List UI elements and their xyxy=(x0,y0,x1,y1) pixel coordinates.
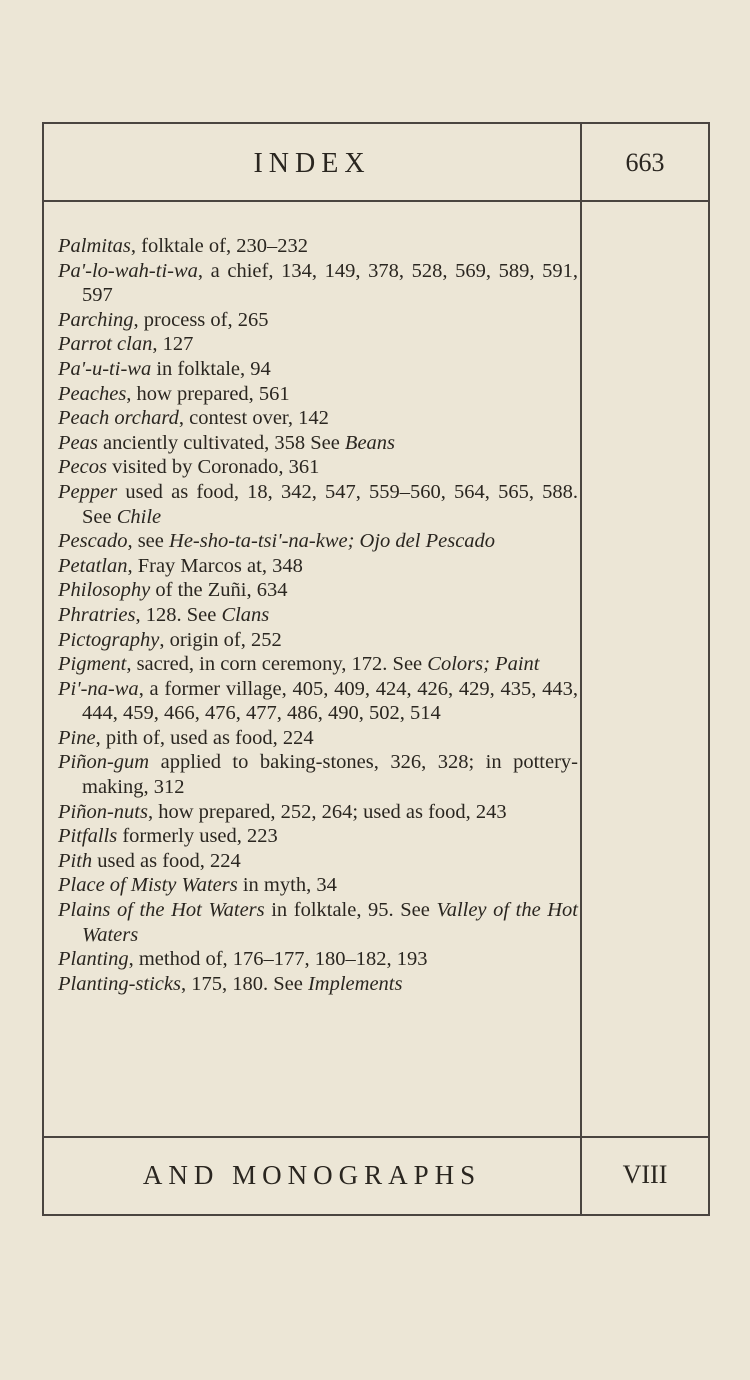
index-term: Parching xyxy=(58,308,134,331)
index-term: Colors; Paint xyxy=(427,653,540,676)
index-text: , 127 xyxy=(152,333,194,356)
index-entry xyxy=(58,849,578,874)
index-term: Beans xyxy=(344,431,396,454)
index-term: Pi'-na-wa xyxy=(58,677,139,700)
index-term: Place of Misty Waters xyxy=(58,874,238,897)
index-entry xyxy=(58,382,578,407)
index-entry xyxy=(58,628,578,653)
index-term: Piñon-nuts xyxy=(58,800,148,823)
index-text: visited by Coronado, 361 xyxy=(106,456,320,479)
column-divider xyxy=(580,124,582,1214)
index-text: in myth, 34 xyxy=(237,874,337,897)
index-entry xyxy=(58,406,578,431)
header-rule xyxy=(44,200,708,202)
index-entry xyxy=(58,750,578,799)
index-term: Pescado xyxy=(58,530,128,553)
index-text: used as food, 18, 342, 547, 559–560, 564, 565, 588. See xyxy=(82,480,578,528)
index-entry xyxy=(58,677,578,726)
index-entry xyxy=(58,332,578,357)
index-term: Planting xyxy=(58,948,129,971)
index-text: anciently cultivated, 358 See xyxy=(97,431,345,454)
index-entry xyxy=(58,603,578,628)
index-text: , how prepared, 561 xyxy=(126,382,290,405)
index-term: Planting-sticks xyxy=(58,972,181,995)
footer-rule xyxy=(44,1136,708,1138)
index-entry xyxy=(58,455,578,480)
index-term: Clans xyxy=(221,603,270,626)
index-entry xyxy=(58,652,578,677)
index-text: , sacred, in corn ceremony, 172. See xyxy=(126,653,428,676)
index-term: Plains of the Hot Waters xyxy=(58,899,265,922)
index-term: Pine xyxy=(58,726,96,749)
index-text: , how prepared, 252, 264; used as food, 243 xyxy=(147,800,507,823)
index-entry xyxy=(58,308,578,333)
index-entry xyxy=(58,824,578,849)
index-entry xyxy=(58,431,578,456)
index-text: , process of, 265 xyxy=(133,308,269,331)
index-term: Phratries xyxy=(58,603,136,626)
index-term: Philosophy xyxy=(58,579,151,602)
index-text: , contest over, 142 xyxy=(178,407,329,430)
index-text: of the Zuñi, 634 xyxy=(150,579,288,602)
page-number: 663 xyxy=(625,148,665,177)
index-text: , pith of, used as food, 224 xyxy=(95,726,314,749)
index-term: Pitfalls xyxy=(58,825,118,848)
index-term: Chile xyxy=(116,505,162,528)
index-term: Piñon-gum xyxy=(58,751,150,774)
index-term: Pa'-u-ti-wa xyxy=(58,357,152,380)
index-entry xyxy=(58,972,578,997)
index-text: , method of, 176–177, 180–182, 193 xyxy=(128,948,428,971)
index-term: Pith xyxy=(58,849,93,872)
volume-number: VIII xyxy=(622,1160,668,1189)
index-entry xyxy=(58,529,578,554)
index-text: in folktale, 95. See xyxy=(264,899,437,922)
index-term: He-sho-ta-tsi'-na-kwe; Ojo del Pescado xyxy=(169,530,496,553)
index-entries xyxy=(58,234,578,996)
index-term: Pecos xyxy=(58,456,107,479)
page-title: INDEX xyxy=(253,148,371,179)
index-term: Pa'-lo-wah-ti-wa xyxy=(58,259,198,282)
index-text: applied to baking-stones, 326, 328; in pottery-making, 312 xyxy=(82,751,578,799)
index-text: in folktale, 94 xyxy=(151,357,271,380)
index-text: used as food, 224 xyxy=(92,849,241,872)
index-text: , 175, 180. See xyxy=(180,972,308,995)
index-term: Pepper xyxy=(58,480,118,503)
index-page-frame xyxy=(42,122,710,1216)
index-entry xyxy=(58,947,578,972)
index-text: formerly used, 223 xyxy=(117,825,278,848)
index-entry xyxy=(58,357,578,382)
index-text: , 128. See xyxy=(135,603,222,626)
index-text: , see xyxy=(127,530,170,553)
index-text: , a chief, 134, 149, 378, 528, 569, 589, 591, 597 xyxy=(82,259,578,307)
index-entry xyxy=(58,554,578,579)
index-term: Pictography xyxy=(58,628,160,651)
index-entry xyxy=(58,480,578,529)
index-term: Pigment xyxy=(58,653,127,676)
index-entry xyxy=(58,259,578,308)
index-term: Implements xyxy=(307,972,403,995)
index-term: Valley of the Hot Waters xyxy=(82,899,578,946)
index-entry xyxy=(58,726,578,751)
index-entry xyxy=(58,898,578,947)
index-term: Petatlan xyxy=(58,554,128,577)
index-term: Parrot clan xyxy=(58,333,153,356)
index-text: , Fray Marcos at, 348 xyxy=(127,554,303,577)
index-entry xyxy=(58,873,578,898)
index-entry xyxy=(58,234,578,259)
index-term: Peas xyxy=(58,431,98,454)
series-title: AND MONOGRAPHS xyxy=(142,1160,482,1190)
index-entry xyxy=(58,800,578,825)
index-text: , a former village, 405, 409, 424, 426, 429, 435, 443, 444, 459, 466, 476, 477, 486, 490, 502, 514 xyxy=(82,677,578,725)
index-text: , folktale of, 230–232 xyxy=(130,235,308,257)
index-term: Peaches xyxy=(58,382,127,405)
index-term: Palmitas xyxy=(58,235,131,257)
index-text: , origin of, 252 xyxy=(159,628,282,651)
index-term: Peach orchard xyxy=(58,407,179,430)
index-entry xyxy=(58,578,578,603)
